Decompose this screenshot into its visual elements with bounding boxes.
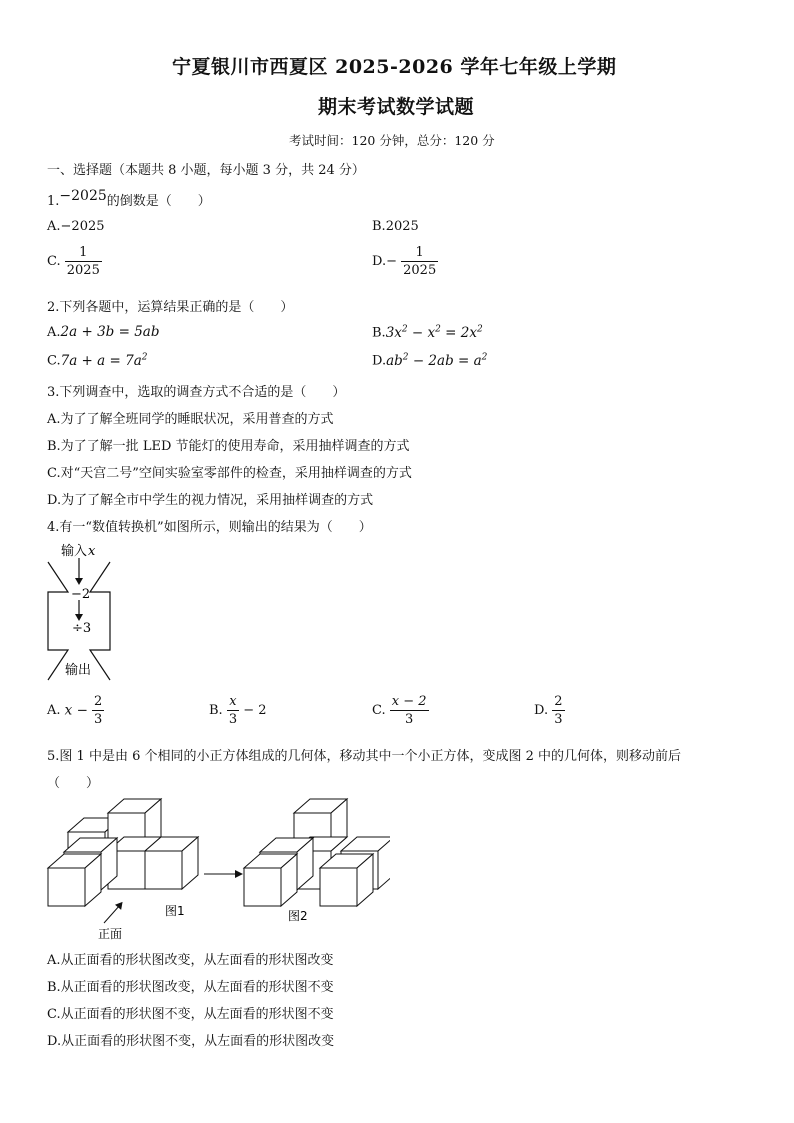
numerator: x [227, 694, 239, 711]
fraction [390, 694, 429, 727]
option-label: C. [47, 353, 61, 369]
section-heading: 一、选择题（本题共 8 小题，每小题 3 分，共 24 分） [47, 163, 365, 178]
option-label: D. [372, 353, 387, 369]
machine-step2: ÷3 [72, 621, 92, 636]
question-1-stem [47, 190, 211, 209]
question-2-stem: 2.下列各题中，运算结果正确的是（ ） [47, 300, 294, 315]
q1-suffix: 的倒数是（ ） [106, 194, 211, 209]
option-expr: $3x^2 - x^2 = 2x^2$ [385, 324, 483, 341]
figure1-cubes [48, 799, 198, 906]
q5-option-c: C.从正面看的形状图不变，从左面看的形状图不变 [47, 1007, 334, 1022]
option-label: D. [372, 254, 387, 269]
q4-option-b [209, 694, 267, 727]
option-label: B. [209, 703, 223, 718]
option-label: B. [372, 219, 386, 234]
input-arrow-head [75, 578, 83, 585]
fraction [401, 245, 438, 278]
fraction [227, 694, 239, 727]
q1-option-c [47, 245, 102, 278]
q4-option-c [372, 694, 429, 727]
denominator: 2025 [66, 263, 100, 278]
denominator: 3 [228, 712, 238, 727]
numerator: 1 [65, 245, 102, 262]
q2-option-d [372, 352, 487, 369]
figure2-label: 图2 [288, 909, 308, 923]
machine-input-var: x [88, 544, 96, 559]
q3-option-a: A.为了了解全班同学的睡眠状况，采用普查的方式 [47, 412, 334, 427]
exam-title-line1: 宁夏银川市西夏区 2025-2026 学年七年级上学期 [172, 56, 617, 78]
cube-figures [40, 795, 390, 945]
transform-arrow-head [235, 870, 243, 878]
denominator: 3 [94, 712, 103, 727]
option-label: B. [372, 325, 386, 341]
q4-option-a [47, 694, 104, 727]
denominator: 3 [554, 712, 563, 727]
denominator: 3 [405, 712, 414, 727]
option-label: D. [534, 703, 549, 718]
question-5-stem-line1: 5.图 1 中是由 6 个相同的小正方体组成的几何体，移动其中一个小正方体，变成图 2 中的几何体，则移动前后 [47, 749, 682, 764]
machine-right-outline [90, 562, 110, 680]
option-label: C. [47, 254, 61, 269]
fraction [552, 694, 564, 727]
option-expr: $7a + a = 7a^2$ [60, 352, 148, 369]
option-label: C. [372, 703, 386, 718]
numerator: 2 [554, 694, 563, 709]
q1-math: −2025 [59, 188, 107, 204]
option-expr: $ab^2 - 2ab = a^2$ [386, 352, 488, 369]
option-expr: x − [64, 702, 88, 719]
question-4-stem: 4.有一“数值转换机”如图所示，则输出的结果为（ ） [47, 520, 372, 535]
machine-step1: −2 [71, 587, 91, 602]
question-3-stem: 3.下列调查中，选取的调查方式不合适的是（ ） [47, 385, 346, 400]
q3-option-d: D.为了了解全市中学生的视力情况，采用抽样调查的方式 [47, 493, 374, 508]
machine-output-label: 输出 [65, 663, 92, 678]
q2-option-b [372, 324, 483, 341]
fraction [65, 245, 102, 278]
option-label: A. [47, 325, 61, 340]
option-label: A. [47, 703, 61, 718]
machine-input-label: 输入 [61, 544, 88, 559]
q5-option-b: B.从正面看的形状图改变，从左面看的形状图不变 [47, 980, 334, 995]
figure2-cubes [244, 799, 390, 906]
q3-option-b: B.为了了解一批 LED 节能灯的使用寿命，采用抽样调查的方式 [47, 439, 410, 454]
q1-prefix: 1. [47, 194, 60, 209]
numerator: 2 [94, 694, 103, 709]
q1-option-d [372, 245, 438, 278]
numerator: 1 [401, 245, 438, 262]
figure1-label: 图1 [165, 904, 185, 918]
option-text: −2025 [60, 219, 105, 234]
conversion-machine-diagram [40, 540, 130, 685]
question-5-stem-line2: （ ） [47, 776, 100, 791]
step-arrow-head [75, 614, 83, 621]
q4-option-d [534, 694, 565, 727]
q1-option-b [372, 219, 419, 234]
front-arrow [104, 905, 120, 923]
q5-option-d: D.从正面看的形状图不变，从左面看的形状图改变 [47, 1034, 335, 1049]
q5-option-a: A.从正面看的形状图改变，从左面看的形状图改变 [47, 953, 334, 968]
q3-option-c: C.对“天宫二号”空间实验室零部件的检查，采用抽样调查的方式 [47, 466, 412, 481]
front-label: 正面 [98, 927, 123, 941]
exam-title-line2: 期末考试数学试题 [318, 96, 475, 118]
option-text: 2025 [385, 219, 419, 234]
q1-option-a [47, 219, 105, 234]
q2-option-c [47, 352, 147, 369]
fraction [92, 694, 104, 727]
denominator: 2025 [403, 263, 437, 278]
exam-info: 考试时间：120 分钟，总分：120 分 [289, 133, 495, 148]
option-expr: 2a + 3b = 5ab [60, 324, 160, 340]
option-label: A. [47, 219, 61, 234]
sign: − [386, 254, 397, 269]
numerator: x − 2 [391, 694, 427, 709]
option-expr: − 2 [243, 703, 267, 718]
q2-option-a [47, 324, 159, 340]
